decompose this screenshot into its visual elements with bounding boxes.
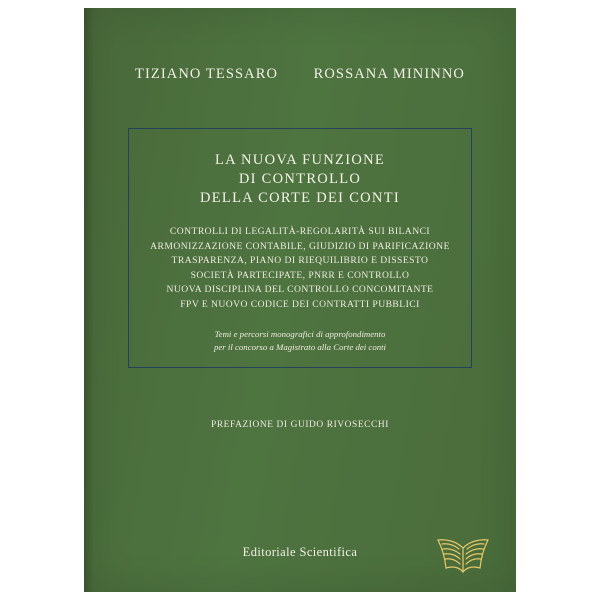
subject-line-6: FPV E NUOVO CODICE DEI CONTRATTI PUBBLICI [180,298,420,310]
subject-list [129,225,471,312]
book-cover [84,8,516,592]
author-name-1: TIZIANO TESSARO [134,66,279,82]
tagline [129,328,471,354]
tagline-line-1: Temi e percorsi monografici di approfondimento [214,329,386,339]
open-book-logo [432,528,494,578]
title-frame [128,128,472,368]
title-line-1: LA NUOVA FUNZIONE [214,152,386,168]
subject-line-2: ARMONIZZAZIONE CONTABILE, GIUDIZIO DI PARIFICAZIONE [150,240,450,252]
title-line-3: DELLA CORTE DEI CONTI [199,190,400,206]
subject-line-3: TRASPARENZA, PIANO DI RIEQUILIBRIO E DISSESTO [171,255,429,266]
subject-line-1: CONTROLLI DI LEGALITÀ-REGOLARITÀ SUI BILANCI [169,226,431,237]
title-line-2: DI CONTROLLO [238,171,362,187]
book-title [129,151,471,208]
publisher-name: Editoriale Scientifica [242,545,358,559]
authors-line [84,66,516,83]
preface-credit: PREFAZIONE DI GUIDO RIVOSECCHI [211,420,389,430]
author-name-2: ROSSANA MININNO [313,66,466,82]
tagline-line-2: per il concorso a Magistrato alla Corte dei conti [213,342,387,352]
subject-line-5: NUOVA DISCIPLINA DEL CONTROLLO CONCOMITANTE [166,284,434,295]
subject-line-4: SOCIETÀ PARTECIPATE, PNRR E CONTROLLO [190,269,410,281]
spine-shading [84,8,94,592]
